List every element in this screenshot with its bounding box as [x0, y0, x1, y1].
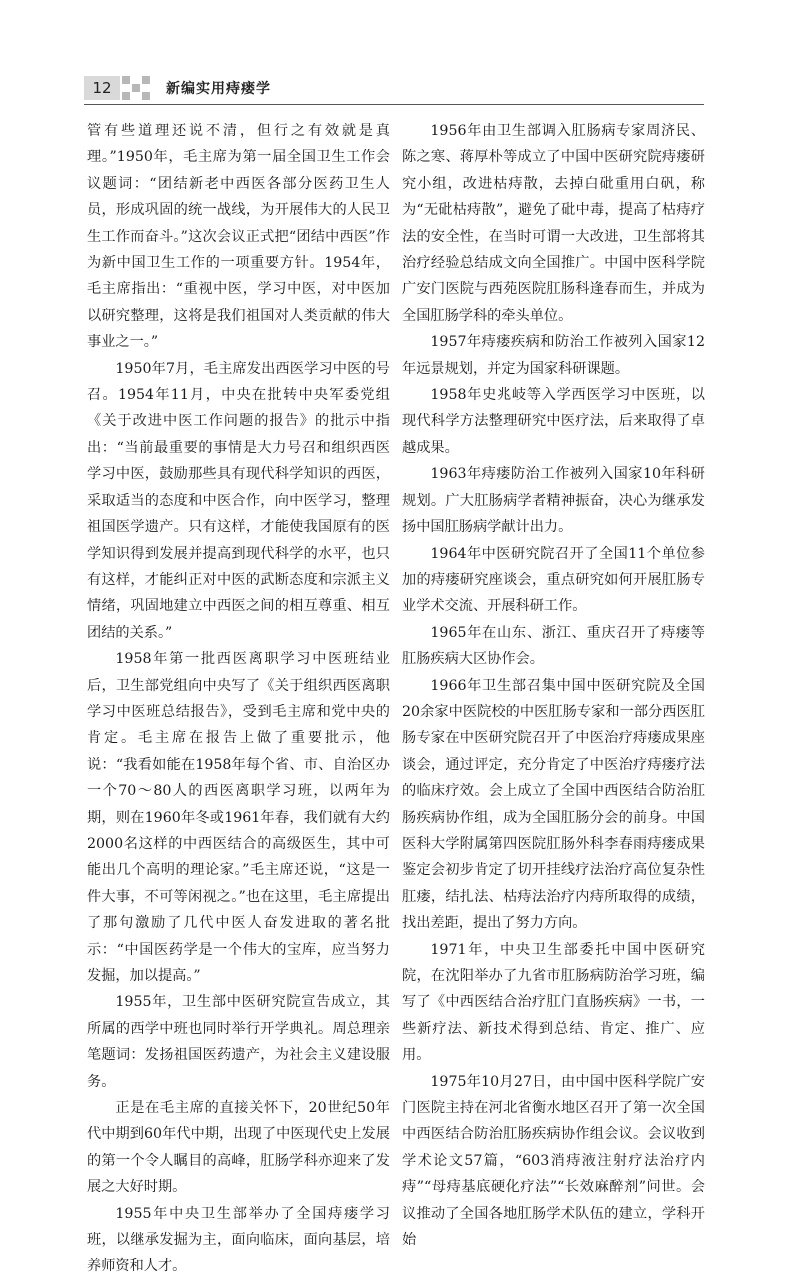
page-number: 12 [84, 76, 120, 100]
paragraph: 1958年第一批西医离职学习中医班结业后，卫生部党组向中央写了《关于组织西医离职学习中医班总结报告》，受到毛主席和党中央的肯定。毛主席在报告上做了重要批示，他说：“我看如能在1958年每个省、市、自治区办一个70～80人的西医离职学习班，以两年为期，则在1960年冬或1961年春，我们就有大约2000名这样的中西医结合的高级医生，其中可能出几个高明的理论家。”毛主席还说，“这是一件大事，不可等闲视之。”也在这里，毛主席提出了那句激励了几代中医人奋发进取的著名批示：“中国医药学是一个伟大的宝库，应当努力发掘，加以提高。” [87, 651, 390, 984]
paragraph: 1975年10月27日，由中国中医科学院广安门医院主持在河北省衡水地区召开了第一次全国中西医结合防治肛肠疾病协作组会议。会议收到学术论文57篇，“603消痔液注射疗法治疗内痔”“母痔基底硬化疗法”“长效麻醉剂”问世。会议推动了全国各地肛肠学术队伍的建立，学科开始 [402, 1073, 705, 1249]
paragraph: 1956年由卫生部调入肛肠病专家周济民、陈之寒、蒋厚朴等成立了中国中医研究院痔瘘研究小组，改进枯痔散，去掉白砒重用白矾，称为“无砒枯痔散”，避免了砒中毒，提高了枯痔疗法的安全性，在当时可谓一大改进，卫生部将其治疗经验总结成文向全国推广。中国中医科学院广安门医院与西苑医院肛肠科逢春而生，并成为全国肛肠学科的牵头单位。 [402, 123, 705, 324]
paragraph: 1971年，中央卫生部委托中国中医研究院，在沈阳举办了九省市肛肠病防治学习班，编写了《中西医结合治疗肛门直肠疾病》一书，一些新疗法、新技术得到总结、肯定、推广、应用。 [402, 941, 705, 1064]
book-title: 新编实用痔瘘学 [166, 81, 271, 97]
paragraph: 1964年中医研究院召开了全国11个单位参加的痔瘘研究座谈会，重点研究如何开展肛肠专业学术交流、开展科研工作。 [402, 545, 705, 615]
paragraph: 1963年痔瘘防治工作被列入国家10年科研规划。广大肛肠病学者精神振奋，决心为继承发扬中国肛肠病学献计出力。 [402, 466, 705, 536]
paragraph: 1955年，卫生部中医研究院宣告成立，其所属的西学中班也同时举行开学典礼。周总理亲笔题词：发扬祖国医药遗产，为社会主义建设服务。 [87, 994, 390, 1090]
header-rule [84, 104, 704, 105]
paragraph: 1965年在山东、浙江、重庆召开了痔瘘等肛肠疾病大区协作会。 [402, 624, 705, 668]
left-column [87, 118, 390, 1280]
decorative-squares [120, 76, 156, 100]
paragraph: 1957年痔瘘疾病和防治工作被列入国家12年远景规划，并定为国家科研课题。 [402, 334, 705, 377]
right-column [402, 118, 705, 1253]
paragraph: 管有些道理还说不清，但行之有效就是真理。”1950年，毛主席为第一届全国卫生工作会议题词：“团结新老中西医各部分医药卫生人员，形成巩固的统一战线，为开展伟大的人民卫生工作而奋斗。”这次会议正式把“团结中西医”作为新中国卫生工作的一项重要方针。1954年，毛主席指出：“重视中医，学习中医，对中医加以研究整理，这将是我们祖国对人类贡献的伟大事业之一。” [87, 123, 390, 351]
paragraph: 1950年7月，毛主席发出西医学习中医的号召。1954年11月，中央在批转中央军委党组《关于改进中医工作问题的报告》的批示中指出：“当前最重要的事情是大力号召和组织西医学习中医，鼓励那些具有现代科学知识的西医，采取适当的态度和中医合作，向中医学习，整理祖国医学遗产。只有这样，才能使我国原有的医学知识得到发展并提高到现代科学的水平，也只有这样，才能纠正对中医的武断态度和宗派主义情绪，巩固地建立中西医之间的相互尊重、相互团结的关系。” [87, 360, 390, 641]
paragraph: 1966年卫生部召集中国中医研究院及全国20余家中医院校的中医肛肠专家和一部分西医肛肠专家在中医研究院召开了中医治疗痔瘘成果座谈会，通过评定，充分肯定了中医治疗痔瘘疗法的临床疗效。会上成立了全国中西医结合防治肛肠疾病协作组，成为全国肛肠分会的前身。中国医科大学附属第四医院肛肠外科李春雨痔瘘成果鉴定会初步肯定了切开挂线疗法治疗高位复杂性肛瘘，结扎法、枯痔法治疗内痔所取得的成绩，找出差距，提出了努力方向。 [402, 677, 705, 932]
paragraph: 1955年中央卫生部举办了全国痔瘘学习班，以继承发掘为主，面向临床，面向基层，培养师资和人才。 [87, 1205, 390, 1275]
running-header [84, 73, 704, 105]
paragraph: 1958年史兆岐等入学西医学习中医班，以现代科学方法整理研究中医疗法，后来取得了卓越成果。 [402, 387, 705, 456]
paragraph: 正是在毛主席的直接关怀下，20世纪50年代中期到60年代中期，出现了中医现代史上发展的第一个令人瞩目的高峰，肛肠学科亦迎来了发展之大好时期。 [87, 1100, 390, 1196]
